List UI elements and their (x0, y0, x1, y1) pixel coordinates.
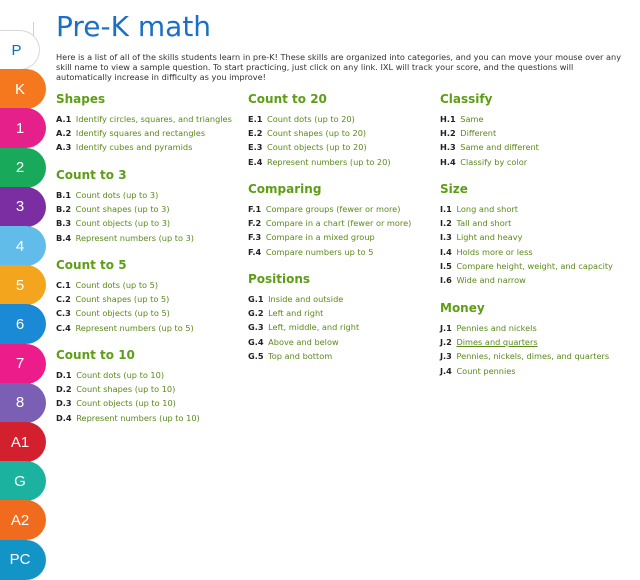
skill-name: Count dots (up to 10) (76, 370, 165, 380)
skill-code: F.3 (248, 232, 262, 243)
skill-link[interactable] (440, 216, 613, 230)
skill-link[interactable] (56, 396, 200, 410)
skill-link[interactable] (248, 155, 391, 169)
skill-code: E.4 (248, 156, 263, 167)
category-title: Shapes (56, 92, 106, 106)
skill-link[interactable] (56, 140, 232, 154)
skill-name: Same (460, 114, 484, 124)
skill-link[interactable] (440, 155, 539, 169)
skill-link[interactable] (440, 126, 539, 140)
skill-code: I.2 (440, 218, 452, 229)
category-title: Positions (248, 272, 311, 286)
skill-name: Left, middle, and right (268, 322, 360, 333)
skill-code: I.3 (440, 232, 452, 243)
skill-link[interactable] (248, 320, 359, 334)
skill-category (440, 92, 539, 169)
skill-name: Identify squares and rectangles (75, 128, 206, 139)
intro-text: Here is a list of all of the skills students learn in pre-K! These skills are organized into categories, and you can move your mouse over any skill name to view a sample question. To start practicing, just click on any link. IXL will track your score, and the questions will automatically increase in difficulty as you improve! (56, 52, 622, 82)
category-title: Count to 3 (56, 168, 127, 182)
skill-code: B.3 (56, 218, 72, 229)
skill-category (248, 182, 411, 259)
skill-link[interactable] (440, 202, 613, 216)
skill-category (248, 272, 359, 363)
skill-link[interactable] (248, 140, 391, 154)
skill-name: Inside and outside (268, 294, 344, 304)
grade-tab-6[interactable]: 6 (0, 304, 46, 344)
skill-link[interactable] (440, 364, 609, 378)
grade-tab-3[interactable]: 3 (0, 187, 46, 227)
skill-link[interactable] (440, 259, 613, 273)
category-title: Count to 5 (56, 258, 127, 272)
skill-link[interactable] (56, 306, 194, 320)
skill-code: C.4 (56, 322, 71, 333)
skill-link[interactable] (56, 368, 200, 382)
skill-name: Represent numbers (up to 3) (75, 232, 194, 243)
skill-category (56, 348, 200, 425)
skill-name: Pennies, nickels, dimes, and quarters (456, 351, 610, 362)
category-title: Size (440, 182, 468, 196)
skill-name: Pennies and nickels (456, 323, 537, 333)
skill-name: Long and short (456, 204, 518, 214)
grade-tab-7[interactable]: 7 (0, 344, 46, 384)
skill-name: Compare groups (fewer or more) (265, 204, 401, 214)
skill-link[interactable] (248, 230, 411, 244)
skill-name: Count objects (up to 20) (267, 142, 367, 153)
skill-code: I.6 (440, 275, 452, 286)
skill-link[interactable] (56, 126, 232, 140)
skill-code: F.2 (248, 218, 262, 229)
skill-code: H.4 (440, 156, 456, 167)
skill-code: E.3 (248, 142, 263, 153)
skill-link[interactable] (56, 216, 194, 230)
skill-code: D.1 (56, 370, 72, 380)
skill-code: G.3 (248, 322, 264, 333)
skill-link[interactable] (56, 112, 232, 126)
skill-link[interactable] (440, 140, 539, 154)
grade-tab-g[interactable]: G (0, 461, 46, 501)
skill-name: Identify circles, squares, and triangles (75, 114, 232, 124)
skill-link[interactable] (440, 335, 609, 349)
skill-name: Represent numbers (up to 20) (267, 156, 391, 167)
skill-link[interactable] (248, 216, 411, 230)
skill-link[interactable] (440, 273, 613, 287)
skill-code: G.4 (248, 336, 264, 347)
skill-code: A.2 (56, 128, 72, 139)
skill-name: Count objects (up to 3) (75, 218, 171, 229)
skill-name: Compare in a chart (fewer or more) (265, 218, 412, 229)
skill-code: B.4 (56, 232, 72, 243)
skill-code: H.1 (440, 114, 456, 124)
skill-code: A.3 (56, 142, 72, 153)
skill-link[interactable] (440, 230, 613, 244)
skill-link[interactable] (56, 202, 194, 216)
skill-category (248, 92, 391, 169)
skill-name: Count objects (up to 5) (75, 308, 170, 319)
skill-link[interactable] (56, 188, 194, 202)
skill-link[interactable] (440, 349, 609, 363)
skill-link[interactable] (248, 126, 391, 140)
category-title: Classify (440, 92, 493, 106)
category-title: Money (440, 301, 485, 315)
skill-code: F.4 (248, 246, 262, 257)
skill-category (440, 182, 613, 287)
skill-name: Dimes and quarters (456, 337, 538, 348)
skill-code: A.1 (56, 114, 72, 124)
skill-code: E.1 (248, 114, 263, 124)
grade-tab-k[interactable]: K (0, 69, 46, 109)
skill-name: Classify by color (460, 156, 528, 167)
skill-link[interactable] (56, 278, 194, 292)
skill-name: Different (460, 128, 497, 139)
skill-code: H.3 (440, 142, 456, 153)
skill-name: Wide and narrow (456, 275, 526, 286)
skill-code: J.4 (440, 365, 452, 376)
category-title: Comparing (248, 182, 322, 196)
grade-tab-1[interactable]: 1 (0, 108, 46, 148)
skill-name: Compare numbers up to 5 (265, 246, 374, 257)
skill-link[interactable] (56, 292, 194, 306)
skill-name: Represent numbers (up to 5) (75, 322, 194, 333)
skill-name: Count dots (up to 20) (267, 114, 355, 124)
skill-code: D.2 (56, 384, 72, 395)
skill-name: Holds more or less (456, 246, 533, 257)
skill-name: Left and right (268, 308, 324, 319)
skill-name: Count shapes (up to 10) (76, 384, 176, 395)
skill-link[interactable] (56, 321, 194, 335)
skill-link[interactable] (56, 382, 200, 396)
skill-code: B.2 (56, 204, 72, 215)
skill-code: D.4 (56, 412, 72, 423)
skill-code: G.5 (248, 350, 264, 361)
skill-code: J.1 (440, 323, 452, 333)
skill-name: Count objects (up to 10) (76, 398, 176, 409)
skill-name: Represent numbers (up to 10) (76, 412, 200, 423)
skill-name: Above and below (268, 336, 339, 347)
skill-name: Count dots (up to 3) (75, 190, 159, 200)
grade-tab-a2[interactable]: A2 (0, 500, 46, 540)
skill-name: Identify cubes and pyramids (75, 142, 193, 153)
skill-name: Count shapes (up to 20) (267, 128, 367, 139)
skill-code: I.5 (440, 260, 452, 271)
skill-category (56, 168, 194, 245)
skill-link[interactable] (248, 306, 359, 320)
grade-tab-2[interactable]: 2 (0, 148, 46, 188)
skill-category (440, 301, 609, 378)
grade-tab-5[interactable]: 5 (0, 265, 46, 305)
skill-name: Light and heavy (456, 232, 523, 243)
skill-code: J.2 (440, 337, 452, 348)
page-title: Pre-K math (56, 10, 212, 43)
skill-link[interactable] (440, 321, 609, 335)
skill-link[interactable] (440, 112, 539, 126)
skill-code: C.1 (56, 280, 71, 290)
skill-code: I.4 (440, 246, 452, 257)
grade-tab-8[interactable]: 8 (0, 383, 46, 423)
skill-code: C.3 (56, 308, 71, 319)
grade-tab-p[interactable]: P (0, 30, 40, 70)
skill-name: Count pennies (456, 365, 516, 376)
skill-category (56, 258, 194, 335)
skill-code: C.2 (56, 294, 71, 305)
skill-link[interactable] (440, 245, 613, 259)
grade-tab-a1[interactable]: A1 (0, 422, 46, 462)
skill-link[interactable] (248, 202, 411, 216)
skill-name: Tall and short (456, 218, 512, 229)
skill-link[interactable] (56, 231, 194, 245)
skill-name: Compare in a mixed group (265, 232, 375, 243)
skill-link[interactable] (248, 349, 359, 363)
skill-link[interactable] (248, 292, 359, 306)
skill-name: Top and bottom (268, 350, 333, 361)
skill-code: E.2 (248, 128, 263, 139)
skill-code: B.1 (56, 190, 72, 200)
skill-code: J.3 (440, 351, 452, 362)
skill-code: D.3 (56, 398, 72, 409)
skill-code: G.2 (248, 308, 264, 319)
skill-link[interactable] (248, 112, 391, 126)
skill-name: Count dots (up to 5) (75, 280, 159, 290)
skill-code: H.2 (440, 128, 456, 139)
grade-tab-pc[interactable]: PC (0, 540, 46, 580)
skill-name: Compare height, weight, and capacity (456, 260, 613, 271)
skill-code: F.1 (248, 204, 262, 214)
category-title: Count to 20 (248, 92, 327, 106)
skill-category (56, 92, 232, 155)
grade-tab-4[interactable]: 4 (0, 226, 46, 266)
category-title: Count to 10 (56, 348, 135, 362)
skill-code: G.1 (248, 294, 264, 304)
skill-code: I.1 (440, 204, 452, 214)
skill-link[interactable] (248, 245, 411, 259)
skill-link[interactable] (56, 411, 200, 425)
skill-link[interactable] (248, 335, 359, 349)
skill-name: Count shapes (up to 5) (75, 294, 170, 305)
skill-name: Same and different (460, 142, 539, 153)
skill-name: Count shapes (up to 3) (75, 204, 170, 215)
